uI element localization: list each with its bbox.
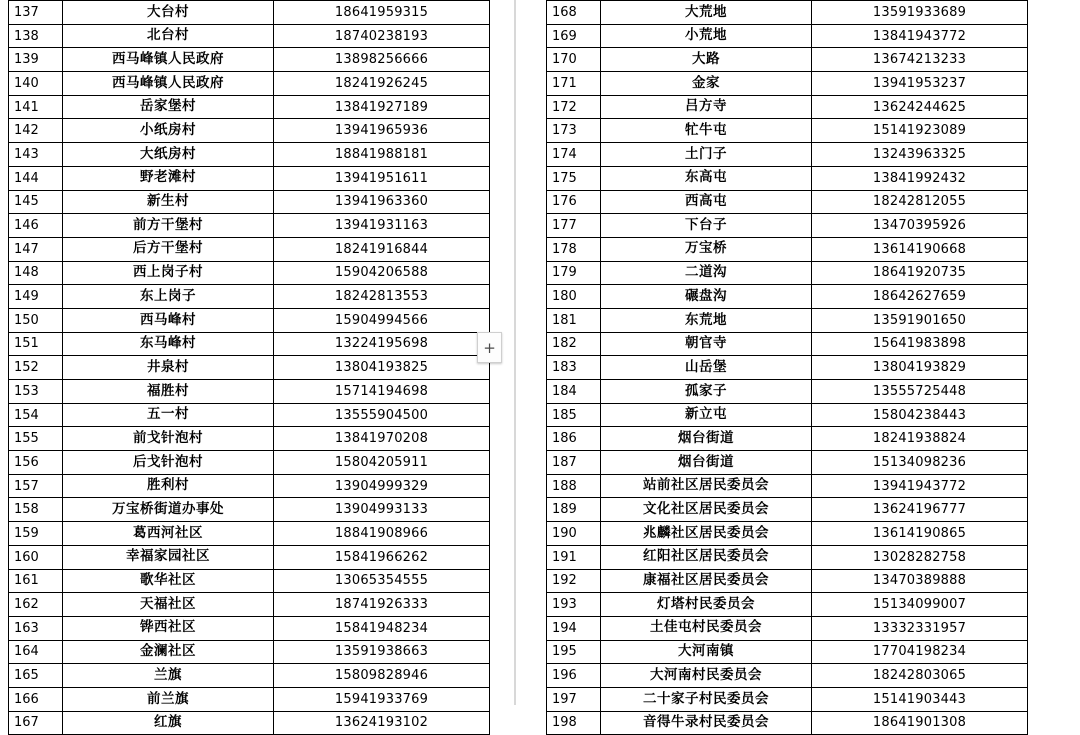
row-phone-cell: 15904994566: [274, 308, 490, 332]
row-name-cell: 土门子: [601, 143, 812, 167]
table-row: [547, 545, 1028, 569]
row-name-cell: 天福社区: [63, 593, 274, 617]
row-index-cell: 174: [547, 143, 601, 167]
row-index-cell: 197: [547, 687, 601, 711]
table-row: [9, 48, 490, 72]
row-name-cell: 西高屯: [601, 190, 812, 214]
row-name-cell: 大荒地: [601, 1, 812, 25]
row-phone-cell: 13941963360: [274, 190, 490, 214]
row-name-cell: 东马峰村: [63, 332, 274, 356]
row-index-cell: 190: [547, 522, 601, 546]
row-phone-cell: 13591938663: [274, 640, 490, 664]
row-name-cell: 西马峰镇人民政府: [63, 48, 274, 72]
table-row: [9, 569, 490, 593]
row-index-cell: 172: [547, 95, 601, 119]
row-phone-cell: 13804193829: [812, 356, 1028, 380]
row-name-cell: 康福社区居民委员会: [601, 569, 812, 593]
table-row: [9, 190, 490, 214]
row-index-cell: 186: [547, 427, 601, 451]
row-name-cell: 大路: [601, 48, 812, 72]
row-index-cell: 139: [9, 48, 63, 72]
row-name-cell: 兰旗: [63, 664, 274, 688]
page-divider: [514, 0, 516, 705]
row-index-cell: 151: [9, 332, 63, 356]
table-row: [547, 427, 1028, 451]
row-phone-cell: 18740238193: [274, 24, 490, 48]
row-index-cell: 137: [9, 1, 63, 25]
row-name-cell: 灯塔村民委员会: [601, 593, 812, 617]
row-index-cell: 198: [547, 711, 601, 735]
row-name-cell: 二道沟: [601, 261, 812, 285]
row-index-cell: 158: [9, 498, 63, 522]
row-index-cell: 196: [547, 664, 601, 688]
row-index-cell: 189: [547, 498, 601, 522]
row-name-cell: 北台村: [63, 24, 274, 48]
row-phone-cell: 13555725448: [812, 380, 1028, 404]
table-row: [547, 522, 1028, 546]
row-phone-cell: 13904999329: [274, 474, 490, 498]
table-row: [547, 214, 1028, 238]
row-index-cell: 145: [9, 190, 63, 214]
row-phone-cell: 13841970208: [274, 427, 490, 451]
row-phone-cell: 13614190668: [812, 237, 1028, 261]
table-row: [9, 403, 490, 427]
row-name-cell: 红旗: [63, 711, 274, 735]
row-index-cell: 142: [9, 119, 63, 143]
row-index-cell: 144: [9, 166, 63, 190]
row-name-cell: 牤牛屯: [601, 119, 812, 143]
row-phone-cell: 15809828946: [274, 664, 490, 688]
row-phone-cell: 13941931163: [274, 214, 490, 238]
row-phone-cell: 13624244625: [812, 95, 1028, 119]
row-phone-cell: 18241938824: [812, 427, 1028, 451]
row-name-cell: 西马峰镇人民政府: [63, 72, 274, 96]
row-name-cell: 兆麟社区居民委员会: [601, 522, 812, 546]
row-name-cell: 万宝桥: [601, 237, 812, 261]
table-row: [9, 687, 490, 711]
table-row: [9, 711, 490, 735]
table-row: [547, 190, 1028, 214]
row-index-cell: 147: [9, 237, 63, 261]
table-row: [547, 687, 1028, 711]
table-row: [547, 308, 1028, 332]
row-name-cell: 新生村: [63, 190, 274, 214]
row-name-cell: 金澜社区: [63, 640, 274, 664]
row-index-cell: 141: [9, 95, 63, 119]
table-row: [9, 498, 490, 522]
row-phone-cell: 15804205911: [274, 451, 490, 475]
row-name-cell: 野老滩村: [63, 166, 274, 190]
row-phone-cell: 13904993133: [274, 498, 490, 522]
row-index-cell: 169: [547, 24, 601, 48]
row-phone-cell: 13243963325: [812, 143, 1028, 167]
row-phone-cell: 15134099007: [812, 593, 1028, 617]
row-index-cell: 138: [9, 24, 63, 48]
row-phone-cell: 13624193102: [274, 711, 490, 735]
row-name-cell: 新立屯: [601, 403, 812, 427]
row-name-cell: 二十家子村民委员会: [601, 687, 812, 711]
table-row: [9, 237, 490, 261]
row-index-cell: 195: [547, 640, 601, 664]
row-name-cell: 东荒地: [601, 308, 812, 332]
row-name-cell: 井泉村: [63, 356, 274, 380]
row-phone-cell: 13224195698: [274, 332, 490, 356]
row-index-cell: 159: [9, 522, 63, 546]
row-index-cell: 187: [547, 451, 601, 475]
row-index-cell: 170: [547, 48, 601, 72]
row-phone-cell: 13898256666: [274, 48, 490, 72]
row-name-cell: 前兰旗: [63, 687, 274, 711]
row-index-cell: 177: [547, 214, 601, 238]
row-phone-cell: 13674213233: [812, 48, 1028, 72]
table-body-right: [547, 1, 1028, 735]
table-row: [9, 474, 490, 498]
table-row: [9, 214, 490, 238]
table-row: [9, 664, 490, 688]
row-name-cell: 葛西河社区: [63, 522, 274, 546]
row-index-cell: 191: [547, 545, 601, 569]
table-row: [9, 522, 490, 546]
row-index-cell: 140: [9, 72, 63, 96]
table-row: [547, 166, 1028, 190]
row-index-cell: 182: [547, 332, 601, 356]
row-phone-cell: 13941951611: [274, 166, 490, 190]
row-name-cell: 万宝桥街道办事处: [63, 498, 274, 522]
row-name-cell: 大台村: [63, 1, 274, 25]
row-name-cell: 前戈针泡村: [63, 427, 274, 451]
table-row: [547, 593, 1028, 617]
row-name-cell: 红阳社区居民委员会: [601, 545, 812, 569]
row-index-cell: 185: [547, 403, 601, 427]
row-name-cell: 福胜村: [63, 380, 274, 404]
row-name-cell: 大纸房村: [63, 143, 274, 167]
row-phone-cell: 13841943772: [812, 24, 1028, 48]
row-index-cell: 143: [9, 143, 63, 167]
row-phone-cell: 13470389888: [812, 569, 1028, 593]
table-row: [547, 285, 1028, 309]
row-phone-cell: 18642627659: [812, 285, 1028, 309]
table-row: [547, 332, 1028, 356]
table-row: [9, 545, 490, 569]
row-index-cell: 160: [9, 545, 63, 569]
row-name-cell: 歌华社区: [63, 569, 274, 593]
table-row: [9, 616, 490, 640]
row-index-cell: 163: [9, 616, 63, 640]
row-name-cell: 小荒地: [601, 24, 812, 48]
table-row: [547, 498, 1028, 522]
row-phone-cell: 18741926333: [274, 593, 490, 617]
row-name-cell: 幸福家园社区: [63, 545, 274, 569]
row-index-cell: 150: [9, 308, 63, 332]
row-index-cell: 148: [9, 261, 63, 285]
row-index-cell: 179: [547, 261, 601, 285]
row-name-cell: 站前社区居民委员会: [601, 474, 812, 498]
row-index-cell: 156: [9, 451, 63, 475]
table-row: [547, 616, 1028, 640]
row-index-cell: 165: [9, 664, 63, 688]
table-row: [9, 356, 490, 380]
table-row: [9, 261, 490, 285]
row-phone-cell: 15134098236: [812, 451, 1028, 475]
table-row: [547, 640, 1028, 664]
table-row: [547, 711, 1028, 735]
row-index-cell: 188: [547, 474, 601, 498]
row-index-cell: 178: [547, 237, 601, 261]
table-row: [547, 143, 1028, 167]
row-name-cell: 东高屯: [601, 166, 812, 190]
row-name-cell: 孤家子: [601, 380, 812, 404]
row-name-cell: 铧西社区: [63, 616, 274, 640]
table-row: [9, 166, 490, 190]
row-phone-cell: 18641920735: [812, 261, 1028, 285]
table-row: [547, 380, 1028, 404]
table-row: [547, 474, 1028, 498]
row-index-cell: 162: [9, 593, 63, 617]
row-name-cell: 文化社区居民委员会: [601, 498, 812, 522]
table-row: [9, 593, 490, 617]
row-index-cell: 194: [547, 616, 601, 640]
table-row: [547, 24, 1028, 48]
row-name-cell: 朝官寺: [601, 332, 812, 356]
row-phone-cell: 15714194698: [274, 380, 490, 404]
row-index-cell: 175: [547, 166, 601, 190]
row-phone-cell: 18242812055: [812, 190, 1028, 214]
row-phone-cell: 13941953237: [812, 72, 1028, 96]
row-name-cell: 后戈针泡村: [63, 451, 274, 475]
row-index-cell: 180: [547, 285, 601, 309]
table-row: [9, 95, 490, 119]
row-phone-cell: 18641901308: [812, 711, 1028, 735]
row-index-cell: 176: [547, 190, 601, 214]
add-row-button[interactable]: +: [477, 332, 502, 363]
row-name-cell: 烟台街道: [601, 427, 812, 451]
row-name-cell: 岳家堡村: [63, 95, 274, 119]
row-name-cell: 山岳堡: [601, 356, 812, 380]
row-name-cell: 烟台街道: [601, 451, 812, 475]
table-row: [547, 48, 1028, 72]
row-phone-cell: 13470395926: [812, 214, 1028, 238]
row-phone-cell: 18841988181: [274, 143, 490, 167]
row-name-cell: 大河南镇: [601, 640, 812, 664]
row-phone-cell: 13841992432: [812, 166, 1028, 190]
row-phone-cell: 18241926245: [274, 72, 490, 96]
row-name-cell: 小纸房村: [63, 119, 274, 143]
table-row: [9, 380, 490, 404]
table-row: [9, 451, 490, 475]
row-index-cell: 153: [9, 380, 63, 404]
row-index-cell: 168: [547, 1, 601, 25]
row-index-cell: 171: [547, 72, 601, 96]
row-phone-cell: 18841908966: [274, 522, 490, 546]
table-row: [547, 1, 1028, 25]
row-name-cell: 下台子: [601, 214, 812, 238]
row-index-cell: 184: [547, 380, 601, 404]
row-phone-cell: 13591901650: [812, 308, 1028, 332]
row-phone-cell: 13941965936: [274, 119, 490, 143]
table-row: [9, 427, 490, 451]
row-index-cell: 155: [9, 427, 63, 451]
table-row: [547, 403, 1028, 427]
table-row: [547, 237, 1028, 261]
row-index-cell: 154: [9, 403, 63, 427]
row-index-cell: 181: [547, 308, 601, 332]
table-row: [547, 664, 1028, 688]
table-row: [547, 119, 1028, 143]
row-phone-cell: 17704198234: [812, 640, 1028, 664]
row-phone-cell: 18242803065: [812, 664, 1028, 688]
row-name-cell: 胜利村: [63, 474, 274, 498]
table-row: [547, 356, 1028, 380]
row-phone-cell: 13804193825: [274, 356, 490, 380]
row-index-cell: 183: [547, 356, 601, 380]
row-index-cell: 192: [547, 569, 601, 593]
row-phone-cell: 15141923089: [812, 119, 1028, 143]
row-index-cell: 167: [9, 711, 63, 735]
table-row: [9, 24, 490, 48]
row-name-cell: 东上岗子: [63, 285, 274, 309]
row-phone-cell: 13624196777: [812, 498, 1028, 522]
row-index-cell: 164: [9, 640, 63, 664]
row-index-cell: 157: [9, 474, 63, 498]
row-index-cell: 149: [9, 285, 63, 309]
contacts-table-right: [546, 0, 1028, 735]
right-table-container: [546, 0, 1022, 735]
row-index-cell: 166: [9, 687, 63, 711]
table-body-left: [9, 1, 490, 735]
row-index-cell: 193: [547, 593, 601, 617]
row-phone-cell: 15841966262: [274, 545, 490, 569]
row-name-cell: 大河南村民委员会: [601, 664, 812, 688]
contacts-table-left: [8, 0, 490, 735]
row-phone-cell: 18241916844: [274, 237, 490, 261]
table-row: [9, 640, 490, 664]
row-phone-cell: 13614190865: [812, 522, 1028, 546]
table-row: [9, 308, 490, 332]
table-row: [9, 332, 490, 356]
row-name-cell: 西上岗子村: [63, 261, 274, 285]
row-index-cell: 146: [9, 214, 63, 238]
table-row: [547, 261, 1028, 285]
row-index-cell: 152: [9, 356, 63, 380]
table-row: [9, 1, 490, 25]
row-phone-cell: 15841948234: [274, 616, 490, 640]
row-name-cell: 音得牛录村民委员会: [601, 711, 812, 735]
row-name-cell: 五一村: [63, 403, 274, 427]
row-phone-cell: 13332331957: [812, 616, 1028, 640]
row-name-cell: 前方干堡村: [63, 214, 274, 238]
row-index-cell: 161: [9, 569, 63, 593]
table-row: [9, 285, 490, 309]
row-phone-cell: 13555904500: [274, 403, 490, 427]
table-row: [547, 451, 1028, 475]
row-name-cell: 后方干堡村: [63, 237, 274, 261]
row-name-cell: 碾盘沟: [601, 285, 812, 309]
table-row: [547, 72, 1028, 96]
table-row: [9, 72, 490, 96]
row-name-cell: 吕方寺: [601, 95, 812, 119]
table-row: [9, 143, 490, 167]
table-row: [547, 569, 1028, 593]
row-phone-cell: 18641959315: [274, 1, 490, 25]
table-row: [547, 95, 1028, 119]
row-phone-cell: 13065354555: [274, 569, 490, 593]
row-phone-cell: 13591933689: [812, 1, 1028, 25]
row-index-cell: 173: [547, 119, 601, 143]
row-name-cell: 金家: [601, 72, 812, 96]
row-phone-cell: 18242813553: [274, 285, 490, 309]
row-phone-cell: 15941933769: [274, 687, 490, 711]
table-row: [9, 119, 490, 143]
row-phone-cell: 15804238443: [812, 403, 1028, 427]
row-phone-cell: 13941943772: [812, 474, 1028, 498]
row-name-cell: 西马峰村: [63, 308, 274, 332]
left-table-container: [8, 0, 484, 735]
row-name-cell: 土佳屯村民委员会: [601, 616, 812, 640]
row-phone-cell: 15141903443: [812, 687, 1028, 711]
row-phone-cell: 15641983898: [812, 332, 1028, 356]
row-phone-cell: 15904206588: [274, 261, 490, 285]
row-phone-cell: 13841927189: [274, 95, 490, 119]
row-phone-cell: 13028282758: [812, 545, 1028, 569]
